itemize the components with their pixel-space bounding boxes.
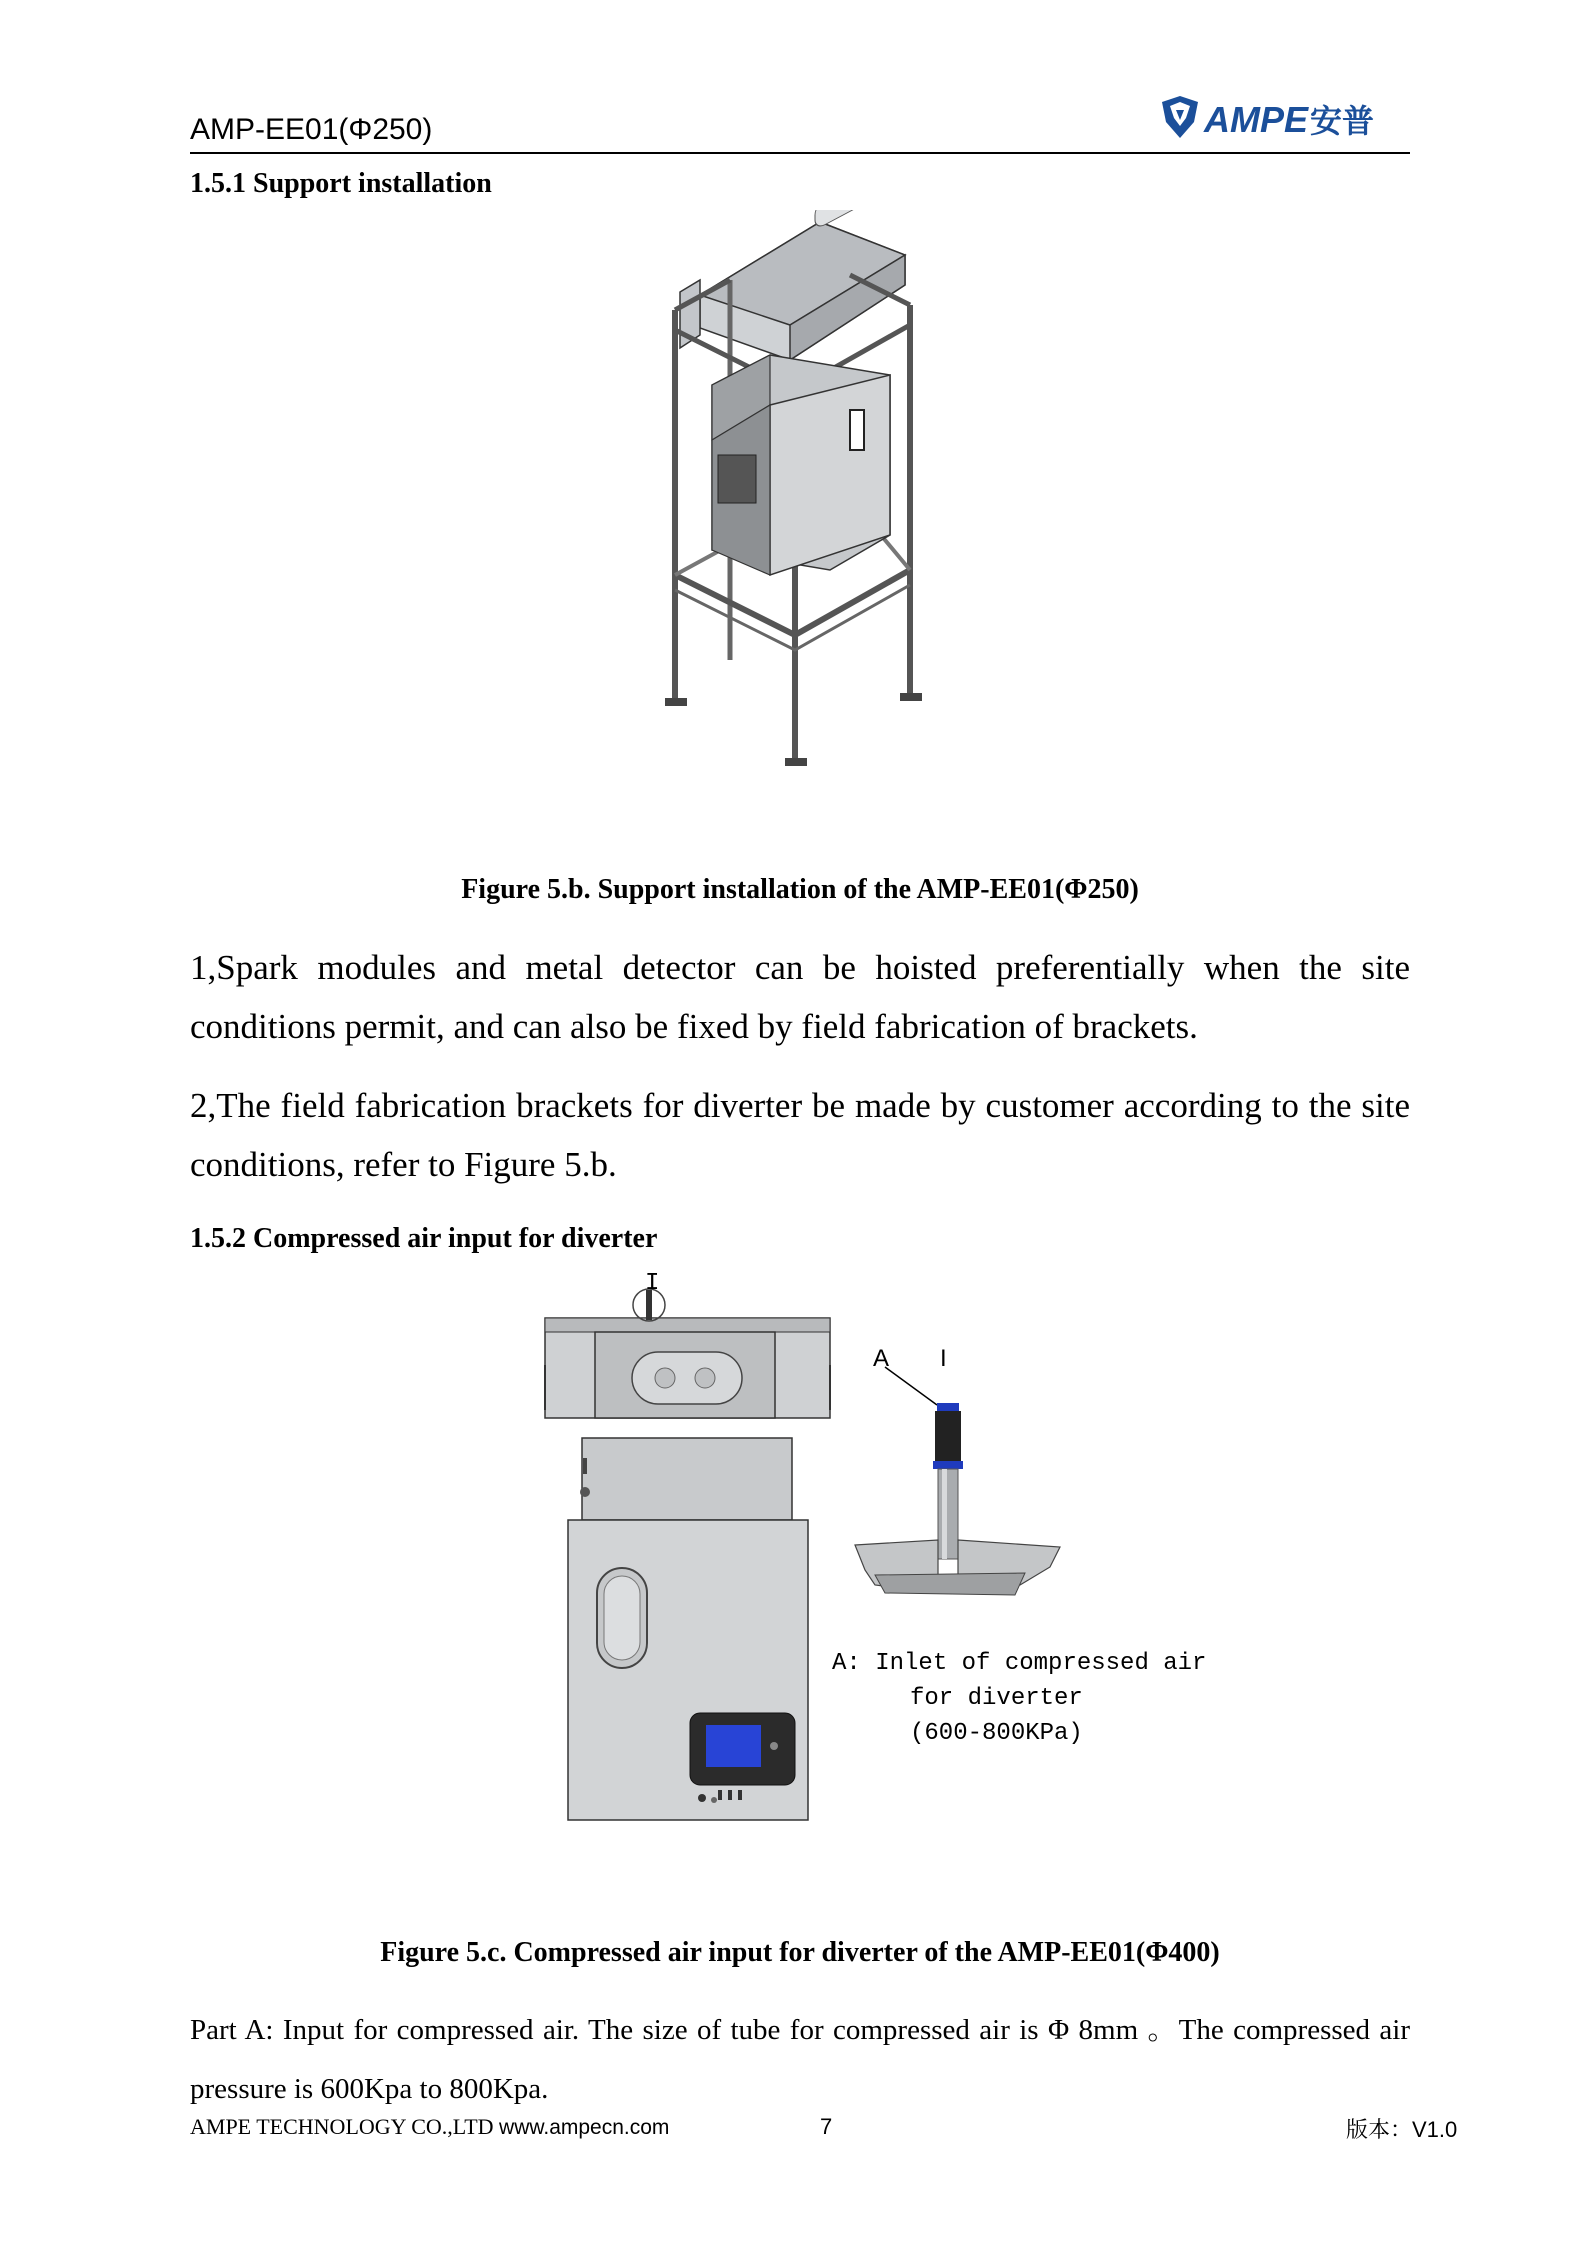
figure-5b-support-drawing	[640, 210, 940, 780]
figure-5c-cabinet-drawing	[540, 1270, 840, 1830]
figure-5c-inlet-detail-drawing	[845, 1335, 1075, 1615]
header-rule	[190, 152, 1410, 154]
figure-5c-label-A: A	[873, 1345, 890, 1372]
figure-5b-caption: Figure 5.b. Support installation of the AMP-EE01(Φ250)	[461, 874, 1139, 905]
ampe-logo	[1158, 92, 1383, 144]
figure-5c-annotation-line1: A: Inlet of compressed air	[832, 1650, 1207, 1677]
footer-company-name: AMPE TECHNOLOGY CO.,LTD	[190, 2114, 494, 2139]
figure-5c-label-top-I: I	[645, 1270, 660, 1297]
footer-website: www.ampecn.com	[499, 2116, 670, 2139]
section-heading-compressed-air: 1.5.2 Compressed air input for diverter	[190, 1223, 658, 1254]
part-a-paragraph: Part A: Input for compressed air. The size of tube for compressed air is Φ 8mm 。The compressed air pressure is 600Kpa to 800Kpa.	[190, 2014, 1410, 2105]
svg-text:AMPE: AMPE	[1204, 99, 1309, 140]
svg-text:安普: 安普	[1310, 102, 1375, 140]
footer-version: 版本：V1.0	[1346, 2117, 1458, 2142]
figure-5c-label-I: I	[940, 1345, 947, 1372]
footer-page-number: 7	[820, 2114, 833, 2139]
paragraph-2: 2,The field fabrication brackets for diverter be made by customer according to the site conditions, refer to Figure 5.b.	[190, 1086, 1410, 1184]
figure-5c-annotation-line2: for diverter	[910, 1685, 1083, 1712]
section-heading-support-installation: 1.5.1 Support installation	[190, 168, 492, 199]
document-code: AMP-EE01(Φ250)	[190, 113, 433, 146]
figure-5c-caption: Figure 5.c. Compressed air input for diverter of the AMP-EE01(Φ400)	[380, 1937, 1220, 1968]
figure-5c-annotation-line3: (600-800KPa)	[910, 1720, 1083, 1747]
paragraph-1: 1,Spark modules and metal detector can be hoisted preferentially when the site conditions permit, and can also be fixed by field fabrication of brackets.	[190, 948, 1410, 1046]
footer-company	[190, 2114, 669, 2140]
